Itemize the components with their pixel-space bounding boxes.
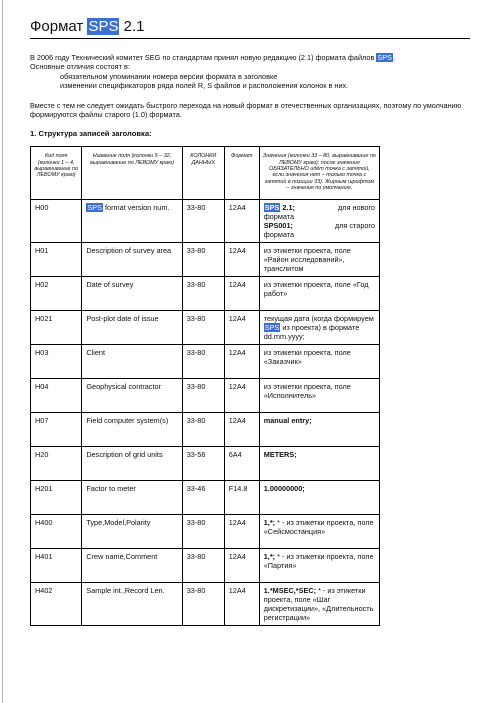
table-row: H01 Description of survey area 33-80 12A4 из этикетки проекта, поле «Район исследований», транслитом xyxy=(31,243,380,277)
table-row: H400 Type,Model,Polarity 33-80 12A4 1,*; * - из этикетки проекта, поле «Сейсмостанция» xyxy=(31,515,380,549)
section-title: 1. Структура записей заголовка: xyxy=(30,129,152,139)
header-name: Название поля (колонки 5 – 32, выравнивание по ЛЕВОМУ краю) xyxy=(82,147,182,200)
header-fmt: Формат xyxy=(224,147,259,200)
intro-bullet-2: изменении спецификаторов ряда полей R, S файлов и расположения колонок в них. xyxy=(60,81,349,91)
title-suffix: 2.1 xyxy=(123,18,145,35)
intro-line-1: В 2006 году Технический комитет SEG по стандартам принял новую редакцию (2.1) формата файлов SPS. xyxy=(30,53,395,62)
table-row: H201 Factor to meter 33-46 F14.8 1.00000000; xyxy=(31,481,380,515)
header-records-table xyxy=(30,146,380,626)
title-highlight: SPS xyxy=(88,18,119,35)
document-page xyxy=(30,18,470,626)
table-row: H07 Field computer system(s) 33-80 12A4 manual entry; xyxy=(31,413,380,447)
table-row: H402 Sample int.,Record Len. 33-80 12A4 1.*MSEC,*SEC; * - из этикетки проекта, поле «Шаг дискретизации», «Длительность регистрации» xyxy=(31,583,380,626)
table-row: H021 Post-plot date of issue 33-80 12A4 текущая дата (когда формируем SPS из проекта) в формате dd.mm.yyyy; xyxy=(31,311,380,345)
intro-bullet-1: обязательном упоминании номера версии формата в заголовке xyxy=(60,71,278,81)
intro-paragraph xyxy=(30,53,470,91)
table-row: H02 Date of survey 33-80 12A4 из этикетки проекта, поле «Год работ» xyxy=(31,277,380,311)
table-row: H03 Client 33-80 12A4 из этикетки проекта, поле «Заказчик» xyxy=(31,345,380,379)
table-row: H401 Crew name,Comment 33-80 12A4 1,*; * - из этикетки проекта, поле «Партия» xyxy=(31,549,380,583)
table-row: H04 Geophysical contractor 33-80 12A4 из этикетки проекта, поле «Исполнитель» xyxy=(31,379,380,413)
table-row: H00 SPS format version num. 33-80 12A4 SPS 2.1; для нового формата SPS001; для старого формата xyxy=(31,200,380,243)
table-row: H20 Description of grid units 33-56 6A4 METERS; xyxy=(31,447,380,481)
page-left-border xyxy=(2,0,3,703)
header-cols: КОЛОНКИ ДАННЫХ xyxy=(182,147,224,200)
header-code: Код поля (колонки 1 – 4, выравнивание по ЛЕВОМУ краю) xyxy=(31,147,82,200)
intro-line-2: Основные отличия состоят в: xyxy=(30,62,130,72)
header-val: Значения (колонки 33 – 80, выравнивание по ЛЕВОМУ краю); после значения ОБЯЗАТЕЛЬНО идёт точка с запятой, если значения нет – только точка с запятой в позиции 33). Жирным шрифтом – значения по умолчанию. xyxy=(259,147,379,200)
title-prefix: Формат xyxy=(30,18,84,35)
default-format-paragraph: Вместе с тем не следует ожидать быстрого перехода на новый формат в отечественных организациях, поэтому по умолчанию формируются файлы старого (1.0) формата. xyxy=(30,100,462,120)
table-header-row xyxy=(31,147,380,200)
page-title xyxy=(30,18,470,39)
